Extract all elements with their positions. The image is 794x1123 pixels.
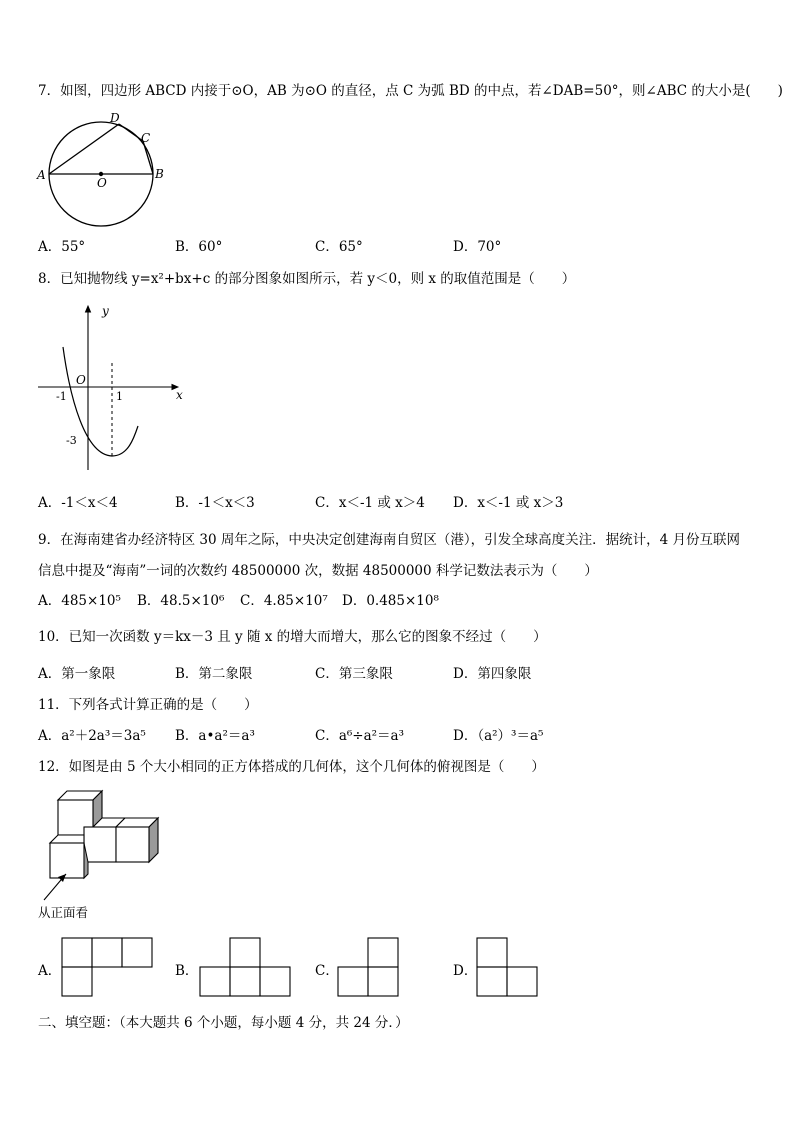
label-D: D xyxy=(110,111,120,125)
label-A: A xyxy=(37,168,46,182)
q10-option-a: A．第一象限 xyxy=(38,666,116,682)
q9-option-a: A．485×10⁵ xyxy=(38,593,121,609)
label-C: C xyxy=(141,131,151,145)
q7-option-c: C．65° xyxy=(315,239,363,255)
q12-cubes-figure xyxy=(38,788,158,888)
q8-text: 8．已知抛物线 y=x²+bx+c 的部分图象如图所示，若 y＜0，则 x 的取值范围是（ ） xyxy=(38,271,576,287)
q11-option-b: B．a•a²＝a³ xyxy=(175,728,255,744)
q12-text: 12．如图是由 5 个大小相同的正方体搭成的几何体，这个几何体的俯视图是（ ） xyxy=(38,759,545,775)
q11-text: 11．下列各式计算正确的是（ ） xyxy=(38,697,258,713)
tick-label-neg1: -1 xyxy=(56,390,67,403)
q10-option-c: C．第三象限 xyxy=(315,666,393,682)
q12-view-caption: 从正面看 xyxy=(38,905,89,920)
q9-option-b: B．48.5×10⁶ xyxy=(137,593,225,609)
q7-text: 7．如图，四边形 ABCD 内接于⊙O，AB 为⊙O 的直径，点 C 为弧 BD 的中点，若∠DAB=50°，则∠ABC 的大小是( ) xyxy=(38,83,783,99)
q8-option-a: A．-1＜x＜4 xyxy=(38,495,118,511)
label-O: O xyxy=(97,176,107,190)
q12-option-b-figure xyxy=(200,938,292,998)
q8-option-c: C．x＜-1 或 x＞4 xyxy=(315,495,425,511)
q9-option-d: D．0.485×10⁸ xyxy=(342,593,439,609)
axis-label-x: x xyxy=(176,388,183,402)
q9-text-line1: 9．在海南建省办经济特区 30 周年之际，中央决定创建海南自贸区（港），引发全球高度关注．据统计，4 月份互联网 xyxy=(38,532,740,548)
q8-parabola-figure xyxy=(30,298,200,478)
q12-option-a-letter: A． xyxy=(38,963,62,979)
q7-option-d: D．70° xyxy=(453,239,502,255)
q7-circle-figure xyxy=(30,108,170,228)
q7-option-a: A．55° xyxy=(38,239,86,255)
q8-option-d: D．x＜-1 或 x＞3 xyxy=(453,495,564,511)
q12-option-c-letter: C． xyxy=(315,963,339,979)
origin-label: O xyxy=(76,373,86,387)
tick-label-neg3: -3 xyxy=(66,434,77,447)
q11-option-c: C．a⁶÷a²＝a³ xyxy=(315,728,405,744)
q9-text-line2: 信息中提及“海南”一词的次数约 48500000 次，数据 48500000 科学记数法表示为（ ） xyxy=(38,563,598,579)
q10-option-b: B．第二象限 xyxy=(175,666,253,682)
q8-option-b: B．-1＜x＜3 xyxy=(175,495,255,511)
q9-option-c: C．4.85×10⁷ xyxy=(240,593,328,609)
q12-option-d-letter: D． xyxy=(453,963,478,979)
q12-option-a-figure xyxy=(62,938,154,998)
label-B: B xyxy=(155,167,164,181)
q7-option-b: B．60° xyxy=(175,239,223,255)
tick-label-1: 1 xyxy=(116,390,123,403)
section-title: 二、填空题：（本大题共 6 个小题，每小题 4 分，共 24 分．） xyxy=(38,1015,409,1031)
q10-text: 10．已知一次函数 y＝kx－3 且 y 随 x 的增大而增大，那么它的图象不经过（ ） xyxy=(38,629,547,645)
q12-option-c-figure xyxy=(338,938,400,998)
q10-option-d: D．第四象限 xyxy=(453,666,532,682)
q12-option-d-figure xyxy=(477,938,539,998)
axis-label-y: y xyxy=(102,304,109,318)
q12-option-b-letter: B． xyxy=(175,963,199,979)
q11-option-d: D．（a²）³＝a⁵ xyxy=(453,728,544,744)
q11-option-a: A．a²＋2a³＝3a⁵ xyxy=(38,728,146,744)
